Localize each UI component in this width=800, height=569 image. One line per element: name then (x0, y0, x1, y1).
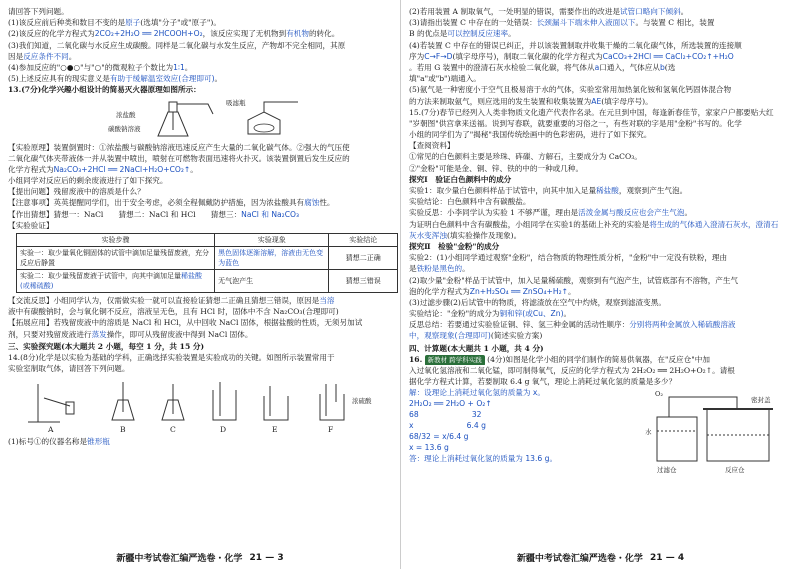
q14-q1-text: (1)标号①的仪器名称是 (8, 437, 88, 447)
q14-q1-answer: 锥形瓶 (87, 437, 110, 447)
question-text: ，观察到产生气泡。 (618, 186, 688, 195)
q16-solution (409, 387, 794, 503)
question-text: 。 (68, 51, 77, 61)
answer-text: Zn+H₂SO₄ ══ ZnSO₄+H₂↑ (469, 286, 569, 296)
cross-subject-badge: 新教材 跨学科实践 (425, 355, 485, 365)
question-text: 。若用 G 装置中的澄清石灰水检验二氧化碳，将气体从 (409, 62, 595, 72)
answer-text: C→F→D (424, 51, 453, 61)
question-text: 是 (409, 264, 417, 274)
question-text: 。 (563, 309, 572, 319)
answer-text: 腐蚀 (304, 198, 320, 208)
table-header-conclusion: 实验结论 (329, 234, 398, 247)
right-page (400, 0, 800, 569)
question-text: 。 (462, 264, 470, 274)
question-text: 。 (508, 29, 516, 39)
question-text: 中，观察现象(合理即可) (409, 331, 491, 341)
question-text: 【实验验证】 (8, 220, 54, 230)
text-line (409, 28, 794, 39)
section-4-title: 四、计算题(本大题共 1 小题，共 4 分) (409, 343, 544, 353)
answer-text: 铁粉是黑色的 (416, 264, 463, 274)
table-cell-phenomenon: 无气泡产生 (215, 270, 329, 293)
question-text: 泡的化学方程式为 (409, 286, 470, 296)
text-line (409, 196, 794, 207)
question-text: (4)参加反应的"○●○"与"○"的微观粒子个数比为 (8, 62, 174, 72)
question-text: 。 (214, 74, 223, 84)
question-text: 剂，只要对残留废液进行 (8, 329, 92, 339)
question-text: (4)若装置 C 中存在的错误已纠正，并以该装置制取并收集干燥的二氧化碳气体，所选装置的连接顺 (409, 40, 742, 50)
question-text: 。 (684, 208, 693, 218)
q13-lines (8, 142, 394, 232)
q14-question-1 (8, 436, 394, 447)
footer-page: 21 — 3 (249, 552, 284, 563)
question-text: 填"a"或"b")端通入。 (409, 74, 481, 84)
question-text: 【作出猜想】猜想一：NaCl 猜想二：NaCl 和 HCl 猜想三： (8, 209, 242, 219)
question-text: (填实验操作及现象)。 (446, 230, 522, 240)
text-line (8, 295, 394, 306)
answer-text: 2CO₂+2H₂O ══ 2HCOOH+O₂ (94, 29, 203, 39)
answer-text: 活泼金属与酸反应也会产生气泡 (578, 208, 685, 218)
table-header-phenomenon: 实验现象 (215, 234, 329, 247)
answer-text: AE (591, 96, 602, 106)
footer-title: 新疆中考试卷汇编严选卷・化学 (516, 554, 643, 564)
text-line (409, 62, 794, 73)
text-line (409, 230, 794, 241)
q16-first-line (409, 354, 794, 365)
answer-text: 蒸发 (91, 329, 107, 339)
calc-line: x = 13.6 g (409, 443, 449, 453)
step-answer: 稀盐酸(或稀硫酸) (20, 272, 202, 290)
text-line (409, 96, 794, 107)
q16-line-0: (4分)如图是化学小组的同学们制作的简易供氧器，在"反应仓"中加 (487, 354, 710, 364)
answer-text: a (594, 62, 600, 72)
table-cell-phenomenon: 黑色固体逐渐溶解，溶液由无色变为蓝色 (215, 247, 329, 270)
text-line (409, 275, 794, 286)
text-line (409, 51, 794, 62)
calc-line: 2H₂O₂ ══ 2H₂O + O₂↑ (409, 399, 492, 409)
calc-line: 答：理论上消耗过氧化氢的质量为 13.6 g。 (409, 454, 558, 464)
q14-figure (8, 376, 394, 434)
text-line (409, 319, 794, 330)
question-text: 的转化。 (308, 29, 340, 39)
question-text: (1)该反应前后种类和数目不变的是 (8, 18, 126, 28)
question-text: 实验结论：白色颜料中含有碳酸盐。 (409, 197, 531, 207)
question-text: 【拓展应用】若残留废液中的溶质是 NaCl 和 HCl，从中回收 NaCl 固体，根据盐酸的性质，无须另加试 (8, 318, 363, 328)
answer-text: Na₂CO₃+2HCl ══ 2NaCl+H₂O+CO₂↑ (53, 164, 191, 174)
answer-text: 反应条件不同 (23, 51, 69, 61)
label-react: 反应仓 (725, 466, 745, 475)
question-text: (2)该反应的化学方程式为 (8, 29, 95, 39)
question-text: 反思总结：若要通过实验验证铜、锌、氢三种金属的活动性顺序： (409, 320, 630, 330)
question-text: 性。 (319, 198, 335, 208)
answer-text: 有机物 (286, 29, 309, 39)
question-text: ②"金粉"可能是金、铜、锌、铁的中的一种或几种。 (409, 163, 584, 173)
text-line (8, 329, 394, 340)
question-text: 15.(7分)春节已经列入人类非物质文化遗产代表作名录。在元旦到中国，每逢新春佳节，家家户户都要贴大红 (409, 107, 774, 117)
question-text: 。 (190, 164, 198, 174)
experiment-table (16, 233, 398, 293)
text-line (8, 306, 394, 317)
question-text: (5)上述反应具有的现实意义是 (8, 74, 110, 84)
question-text: (简述实验方案) (490, 331, 543, 341)
right-top-lines (409, 6, 794, 107)
answer-text: 1∶1 (173, 62, 185, 72)
q16-number: 16. (409, 354, 423, 364)
question-text: 的方法来制取氨气，则应选用的发生装置和收集装置为 (409, 96, 592, 106)
question-text: 【注意事项】英英提醒同学们，出于安全考虑，必须全程佩戴防护措施，因为浓盐酸具有 (8, 198, 305, 208)
answer-text: 将生成的气体通入澄清石灰水，澄清石 (649, 219, 779, 229)
answer-text: 可以控制反应速率 (447, 29, 509, 39)
answer-text: 稀盐酸 (596, 186, 619, 195)
apparatus-label-d: D (220, 425, 227, 435)
question-text: 液中有碳酸钠时，会与氧化铜不反应，溶液呈无色，且有 HCl 时，固体中不含 Na₂CO₃(合理即可) (8, 307, 339, 317)
footer-title: 新疆中考试卷汇编严选卷・化学 (116, 554, 243, 564)
question-text: 小组同学对反应后的剩余废液进行了如下探究。 (8, 176, 168, 186)
text-line (409, 151, 794, 162)
text-line (8, 40, 394, 51)
q16-line-2: 据化学方程式计算，若要制取 6.4 g 氧气，理论上消耗过氧化氢的质量是多少？ (409, 377, 677, 387)
label-lid: 密封盖 (751, 396, 771, 405)
question-text: 小组的同学们为了"揭秘"我国传统绘画中的色彩密码，进行了如下探究。 (409, 130, 652, 140)
question-text: 因是 (8, 51, 24, 61)
apparatus-label-a: A (48, 425, 54, 435)
text-line (409, 107, 794, 118)
text-line (8, 28, 394, 39)
question-text: 操作，即可从残留废液中得到 NaCl 固体。 (106, 329, 253, 339)
question-text: 实验反思：小李同学认为实验 1 不够严谨，理由是 (409, 208, 579, 218)
question-text: 灰水变浑浊 (409, 230, 447, 240)
question-text: (3)请指出装置 C 中存在的一处错误： (409, 18, 537, 28)
calc-lines (409, 387, 629, 464)
step-text: 实验二：取少量残留废液于试管中，向其中滴加足量 (20, 272, 181, 280)
question-text: (填字母序号)，制取二氧化碳的化学方程式为 (452, 51, 603, 61)
answer-text: 原子 (125, 18, 141, 28)
apparatus-label-b: B (120, 425, 126, 435)
text-line (8, 62, 394, 73)
q13-lines-2 (8, 295, 394, 340)
question-text: 。 (680, 7, 689, 16)
question-text: 探究Ⅱ 检验"金粉"的成分 (409, 241, 500, 251)
label-water: 水 (645, 428, 652, 437)
text-line (409, 185, 794, 196)
answer-text: b (659, 62, 665, 72)
q14-intro-2: 实验室制取气体，请回答下列问题。 (8, 364, 130, 374)
question-text: 为证明白色颜料中含有碳酸盐，小组同学在实验1的基础上补充的实验是 (409, 219, 650, 229)
text-line (409, 207, 794, 218)
text-line (409, 118, 794, 129)
question-text: 【查阅资料】 (409, 141, 455, 151)
text-line (8, 220, 394, 231)
text-line (409, 252, 794, 263)
text-line (8, 17, 394, 28)
text-line (409, 6, 794, 17)
question-text: 口通入，气体应从 (599, 62, 660, 72)
question-text: 化学方程式为 (8, 164, 54, 174)
text-line (8, 317, 394, 328)
answer-text: 试管口略向下倾斜 (619, 7, 681, 16)
question-text: "岁朝图"供宫拿来送福。说到写春联，就要重要的习俗之一，有些对联的字是用"金粉"书写的。化学 (409, 118, 742, 128)
text-line (8, 186, 394, 197)
apparatus-label-c: C (170, 425, 176, 435)
question-text: 序为 (409, 51, 425, 61)
text-line (8, 6, 394, 17)
calc-line: 68/32 = x/6.4 g (409, 432, 469, 442)
label-filter: 过滤仓 (657, 466, 677, 475)
table-cell-step: 实验一：取少量氧化铜固体的试管中滴加足量残留废液，充分反应后静置 (17, 247, 215, 270)
section-3-title: 三、实验探究题(本大题共 2 小题，每空 1 分，共 15 分) (8, 341, 205, 351)
text-line (409, 219, 794, 230)
table-row (17, 247, 398, 270)
left-column (8, 6, 394, 448)
right-footer (401, 551, 800, 565)
text-line (409, 174, 794, 185)
answer-text: 当溶 (319, 296, 335, 305)
calc-line: 解：设理论上消耗过氧化氢的质量为 x。 (409, 388, 545, 398)
text-line (8, 153, 394, 164)
text-line (409, 330, 794, 341)
text-line (409, 308, 794, 319)
question-text: (2)取少量"金粉"样品于试管中，加入足量稀硫酸，观察到有气泡产生，试管底部有不溶物，产生气 (409, 275, 739, 285)
question-text: 二氧化碳气体夹带液体一并从装置中喷出，喷射在可燃物表面迅速将火扑灭。该装置倒置后发生反应的 (8, 153, 350, 163)
question-text: (选填"分子"或"原子")。 (140, 18, 221, 28)
text-line (8, 73, 394, 84)
text-line (8, 164, 394, 175)
label-acid: 浓盐酸 (116, 110, 136, 119)
table-cell-conclusion: 猜想三错误 (329, 270, 398, 293)
table-cell-conclusion: 猜想二正确 (329, 247, 398, 270)
apparatus-label-e: E (272, 425, 278, 435)
question-text: 实验结论："金粉"的成分为 (409, 309, 500, 319)
apparatus-label-f: F (328, 425, 334, 435)
question-text: 实验2：(1)小组同学通过观察"金粉"，结合物质的物理性质分析，"金粉"中一定没有铁粉，理由 (409, 253, 728, 263)
question-text: ，该反应实现了无机物到 (202, 29, 287, 39)
q14-intro: 14.(8分)化学是以实验为基础的学科，正确选择实验装置是实验成功的关键。如图所示装置常用于 (8, 352, 335, 362)
text-line (8, 175, 394, 186)
text-line (8, 142, 394, 153)
question-text: (填字母序号)。 (601, 96, 653, 106)
question-text: 。 (568, 286, 576, 296)
question-text: (3)我们知道，二氧化碳与水反应生成碳酸。同样是二氧化碳与水发生反应，产物却不完全相同，其原 (8, 40, 346, 50)
text-line (409, 297, 794, 308)
text-line (409, 140, 794, 151)
question-text: 。与装置 C 相比，装置 (635, 18, 715, 28)
table-cell-step (17, 270, 215, 293)
q13-figure (8, 98, 394, 140)
question-text: (3)过滤步骤(2)后试管中的物质，将滤渣放在空气中灼烧，观察到滤渣变黑。 (409, 297, 666, 307)
label-o2: O₂ (655, 390, 663, 399)
table-row (17, 270, 398, 293)
text-line (409, 84, 794, 95)
question-text: 【提出问题】残留废液中的溶质是什么？ (8, 187, 145, 197)
right-column (409, 6, 794, 503)
text-line (409, 163, 794, 174)
footer-page: 21 — 4 (650, 552, 685, 563)
text-line (409, 73, 794, 84)
text-line (409, 263, 794, 274)
calc-line: x 6.4 g (409, 421, 486, 431)
question-text: 【交流反思】小组同学认为，仅需做实验一就可以直接验证猜想二正确且猜想三错误，原因是 (8, 296, 320, 305)
answer-text: 有助于缓解温室效应(合理即可) (109, 74, 215, 84)
question-text: (选 (664, 62, 676, 72)
label-sulfuric-acid: 浓硫酸 (352, 397, 372, 406)
answer-text: 长颈漏斗下端未伸入液面以下 (536, 18, 636, 28)
text-line (409, 40, 794, 51)
answer-text: NaCl 和 Na₂CO₃ (241, 209, 300, 219)
question-text: 探究Ⅰ 验证白色颜料中的成分 (409, 174, 512, 184)
question-text: 请回答下列问题。 (8, 7, 69, 16)
q16-line-1: 入过氧化氢溶液和二氧化锰，即可制得氧气，反应的化学方程式为 2H₂O₂ ══ 2H₂O+O₂↑。请根 (409, 366, 735, 375)
text-line (8, 209, 394, 220)
text-line (409, 129, 794, 140)
q15-lines (409, 107, 794, 342)
question-text: 。 (184, 62, 193, 72)
question-text: (2)若用装置 A 制取氧气，一处明显的错误，需要作出的改进是 (409, 7, 620, 16)
answer-text: CaCO₃+2HCl ══ CaCl₂+CO₂↑+H₂O (602, 51, 734, 61)
question-text: 【实验原理】装置倒置时：①浓盐酸与碳酸钠溶液迅速反应产生大量的二氧化碳气体。②强大的气压使 (8, 142, 350, 152)
text-line (409, 286, 794, 297)
label-tube: 吸滤瓶 (226, 98, 246, 107)
answer-text: 分别将两种金属放入稀硫酸溶液 (629, 320, 736, 330)
calc-line: 68 32 (409, 410, 482, 420)
text-line (409, 17, 794, 28)
question-text: B 的优点是 (409, 29, 448, 39)
table-header-step: 实验步骤 (17, 234, 215, 247)
text-line (8, 197, 394, 208)
question-text: 实验1：取少量白色颜料样品于试管中，向其中加入足量 (409, 186, 597, 195)
label-solution: 碳酸钠溶液 (108, 124, 141, 133)
left-footer (0, 551, 400, 565)
text-line (409, 241, 794, 252)
q13-intro: 13.(7分)化学兴趣小组设计的简易灭火器原理如图所示： (8, 85, 201, 95)
question-text: ①常见的白色颜料主要是珍珠、砗磲、方解石，主要成分为 CaCO₃。 (409, 152, 642, 162)
question-text: (5)氨气是一种密度小于空气且极易溶于水的气体，实验室常用加热氯化铵和氢氧化钙固体混合物 (409, 85, 732, 95)
left-top-lines (8, 6, 394, 84)
text-line (8, 51, 394, 62)
answer-text: 铜和锌(或Cu、Zn) (499, 309, 564, 319)
